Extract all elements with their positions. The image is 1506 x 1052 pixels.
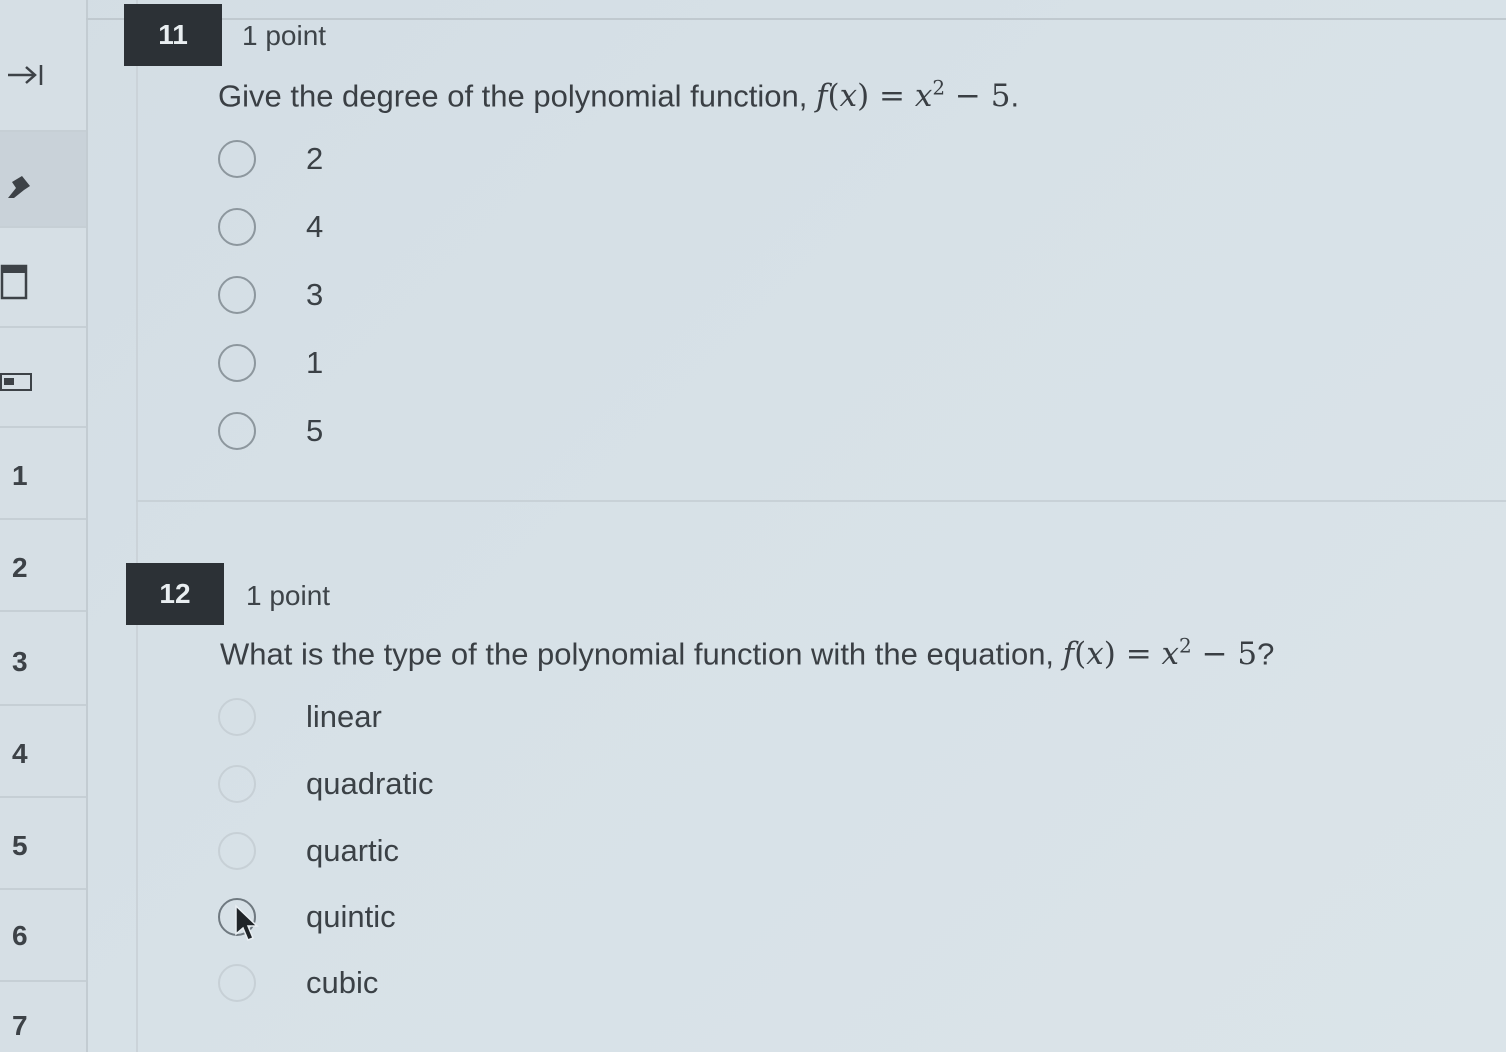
sidebar-collapse-cell[interactable] [0,20,86,132]
answer-option-label: linear [306,699,382,734]
answer-option[interactable] [218,826,638,876]
equation-variable: x [839,78,858,115]
question-text-prefix: What is the type of the polynomial function with the equation, [220,636,1063,672]
question-equation: $f(x) = x^2 - 5$ [1062,634,1258,673]
question-number-badge: 12 [126,563,224,625]
question-text [218,76,1019,114]
sidebar-item-number: 1 [12,460,28,491]
question-divider [136,500,1506,502]
equation-variable: x [1086,636,1104,673]
answer-option[interactable] [218,692,638,742]
sidebar-item-number: 6 [12,920,28,951]
sidebar-calculator-cell[interactable] [0,228,86,328]
answer-option-label: cubic [306,965,379,1000]
radio-button[interactable] [218,964,256,1002]
question-text-prefix: Give the degree of the polynomial function, [218,78,816,114]
radio-button[interactable] [218,140,256,178]
radio-button[interactable] [218,412,256,450]
sidebar-item-3[interactable] [0,612,86,706]
sidebar-item-number: 4 [12,738,28,769]
equation-base: x [914,78,933,115]
equation-exponent: 2 [1179,634,1192,658]
collapse-arrow-icon[interactable] [6,62,46,88]
answer-option[interactable] [218,202,638,252]
sidebar-item-number: 2 [12,552,28,583]
answer-option-label: 4 [306,209,324,244]
question-text [220,634,1274,672]
radio-button[interactable] [218,765,256,803]
answer-option[interactable] [218,759,638,809]
radio-button[interactable] [218,698,256,736]
question-number-badge: 11 [124,4,222,66]
answer-option-label: 5 [306,413,324,448]
answer-option-label: 2 [306,141,324,176]
equation-function-name: f [815,78,828,115]
sidebar-item-6[interactable] [0,890,86,982]
sidebar-item-5[interactable] [0,798,86,890]
question-text-suffix: . [1010,78,1020,114]
answer-option-label: 1 [306,345,324,380]
calculator-icon[interactable] [0,264,30,302]
content-border [136,0,138,1052]
answer-option[interactable] [218,270,638,320]
radio-button[interactable] [218,344,256,382]
radio-button[interactable] [218,832,256,870]
mouse-pointer-icon [234,904,260,944]
question-text-suffix: ? [1257,636,1275,672]
question-points: 1 point [242,20,327,51]
sidebar-item-7[interactable] [0,982,86,1052]
sidebar-pin-cell[interactable] [0,132,86,228]
left-sidebar [0,0,88,1052]
sidebar-item-1[interactable] [0,428,86,520]
equation-base: x [1161,636,1180,673]
sidebar-tool-cell[interactable] [0,328,86,428]
sidebar-item-2[interactable] [0,520,86,612]
ruler-icon[interactable] [0,370,34,394]
answer-option[interactable] [218,958,638,1008]
answer-option-label: 3 [306,277,324,312]
answer-option[interactable] [218,406,638,456]
sidebar-item-4[interactable] [0,706,86,798]
question-equation: $f(x) = x^2 - 5$ [815,76,1011,115]
sidebar-item-number: 5 [12,830,28,861]
question-points: 1 point [246,580,331,611]
answer-option[interactable] [218,338,638,388]
answer-option-label: quadratic [306,766,434,801]
pin-icon[interactable] [4,172,36,202]
equation-constant: − 5 [945,78,1011,115]
radio-button[interactable] [218,208,256,246]
answer-option-label: quartic [306,833,400,868]
equation-constant: − 5 [1191,636,1258,673]
answer-option[interactable] [218,892,638,942]
answer-option-label: quintic [306,899,396,934]
sidebar-item-number: 7 [12,1010,28,1041]
answer-option[interactable] [218,134,638,184]
equation-exponent: 2 [932,76,946,100]
sidebar-item-number: 3 [12,646,28,677]
radio-button[interactable] [218,276,256,314]
equation-function-name: f [1062,636,1075,673]
